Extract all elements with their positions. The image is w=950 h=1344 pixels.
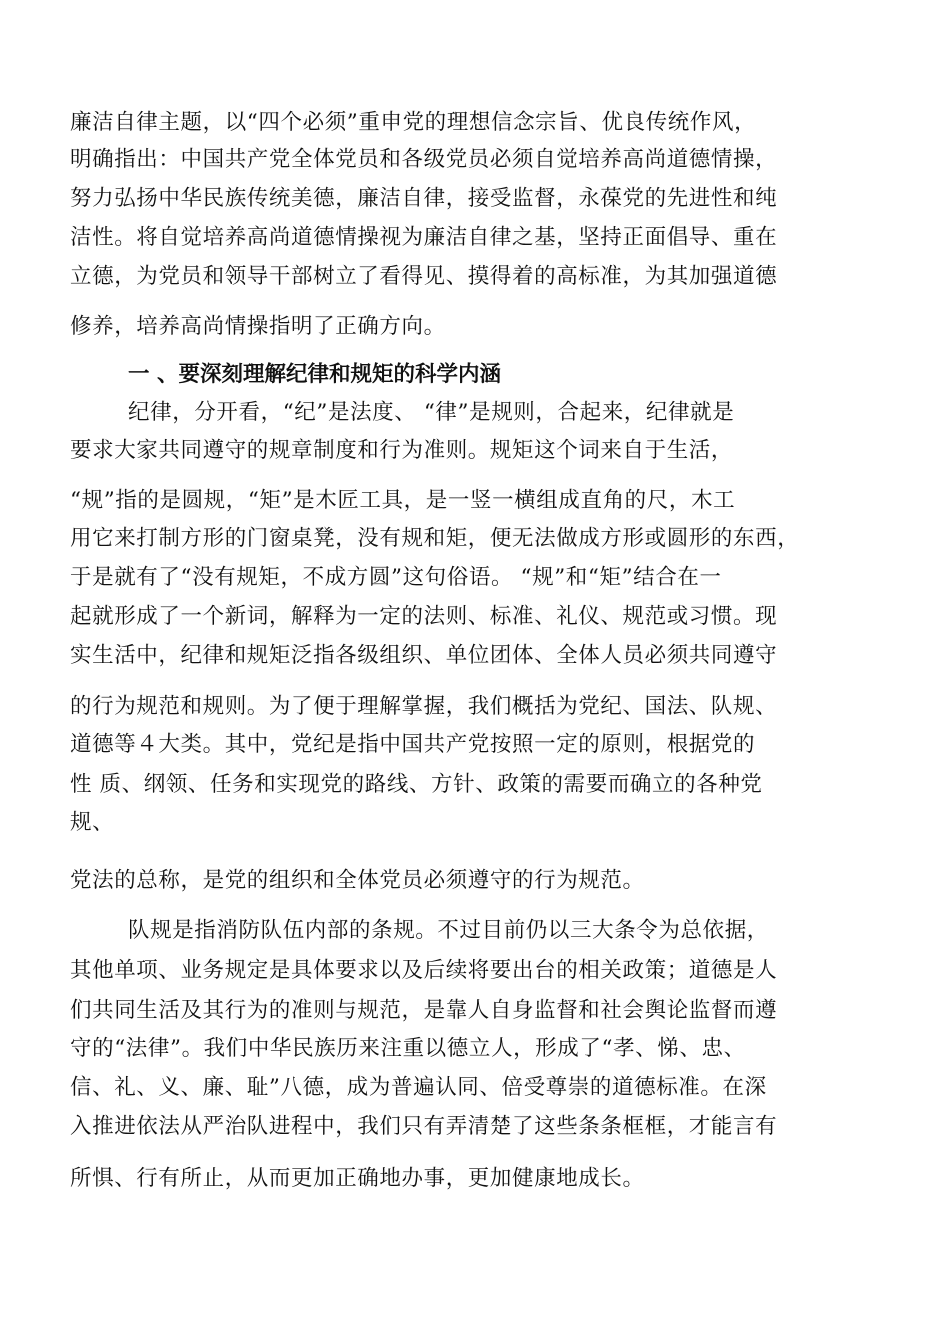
body-line-16: 守的“法律”。我们中华民族历来注重以德立人，形成了“孝、悌、忠、 — [70, 1036, 746, 1061]
body-line-18: 入推进依法从严治队进程中，我们只有弄清楚了这些条条框框，才能言有 — [70, 1114, 778, 1139]
body-line-3: “规”指的是圆规，“矩”是木匠工具，是一竖一横组成直角的尺，木工 — [70, 488, 736, 513]
body-line-9: 道德等４大类。其中，党纪是指中国共产党按照一定的原则，根据党的 — [70, 732, 756, 757]
intro-line-2: 明确指出：中国共产党全体党员和各级党员必须自觉培养高尚道德情操， — [70, 147, 778, 172]
intro-line-3: 努力弘扬中华民族传统美德，廉洁自律，接受监督，永葆党的先进性和纯 — [70, 186, 778, 211]
body-line-12: 党法的总称，是党的组织和全体党员必须遵守的行为规范。 — [70, 868, 645, 893]
body-line-2: 要求大家共同遵守的规章制度和行为准则。规矩这个词来自于生活， — [70, 438, 734, 463]
intro-line-5: 立德，为党员和领导干部树立了看得见、摸得着的高标准，为其加强道德 — [70, 264, 778, 289]
intro-line-1: 廉洁自律主题，以“四个必须”重申党的理想信念宗旨、优良传统作风， — [70, 110, 757, 135]
body-line-5: 于是就有了“没有规矩，不成方圆”这句俗语。 “规”和“矩”结合在一 — [70, 565, 722, 590]
body-line-19: 所惧、行有所止，从而更加正确地办事，更加健康地成长。 — [70, 1166, 645, 1191]
body-line-4: 用它来打制方形的门窗桌凳，没有规和矩，便无法做成方形或圆形的东西， — [70, 526, 800, 551]
intro-line-4: 洁性。将自觉培养高尚道德情操视为廉洁自律之基，坚持正面倡导、重在 — [70, 225, 778, 250]
body-line-7: 实生活中，纪律和规矩泛指各级组织、单位团体、全体人员必须共同遵守 — [70, 643, 778, 668]
body-line-14: 其他单项、业务规定是具体要求以及后续将要出台的相关政策；道德是人 — [70, 958, 778, 983]
intro-line-6: 修养，培养高尚情操指明了正确方向。 — [70, 314, 446, 339]
body-line-6: 起就形成了一个新词，解释为一定的法则、标准、礼仪、规范或习惯。现 — [70, 604, 778, 629]
body-line-10: 性 质、纲领、任务和实现党的路线、方针、政策的需要而确立的各种党 — [70, 772, 763, 797]
body-line-1: 纪律，分开看，“纪”是法度、 “律”是规则，合起来，纪律就是 — [128, 400, 735, 425]
body-line-13: 队规是指消防队伍内部的条规。不过目前仍以三大条令为总依据， — [128, 918, 769, 943]
body-line-8: 的行为规范和规则。为了便于理解掌握，我们概括为党纪、国法、队规、 — [70, 694, 778, 719]
body-line-11: 规、 — [70, 810, 115, 835]
body-line-17: 信、礼、义、廉、耻”八德，成为普遍认同、倍受尊崇的道德标准。在深 — [70, 1075, 767, 1100]
body-line-15: 们共同生活及其行为的准则与规范，是靠人自身监督和社会舆论监督而遵 — [70, 998, 778, 1023]
section-heading: 一 、要深刻理解纪律和规矩的科学内涵 — [128, 362, 501, 387]
